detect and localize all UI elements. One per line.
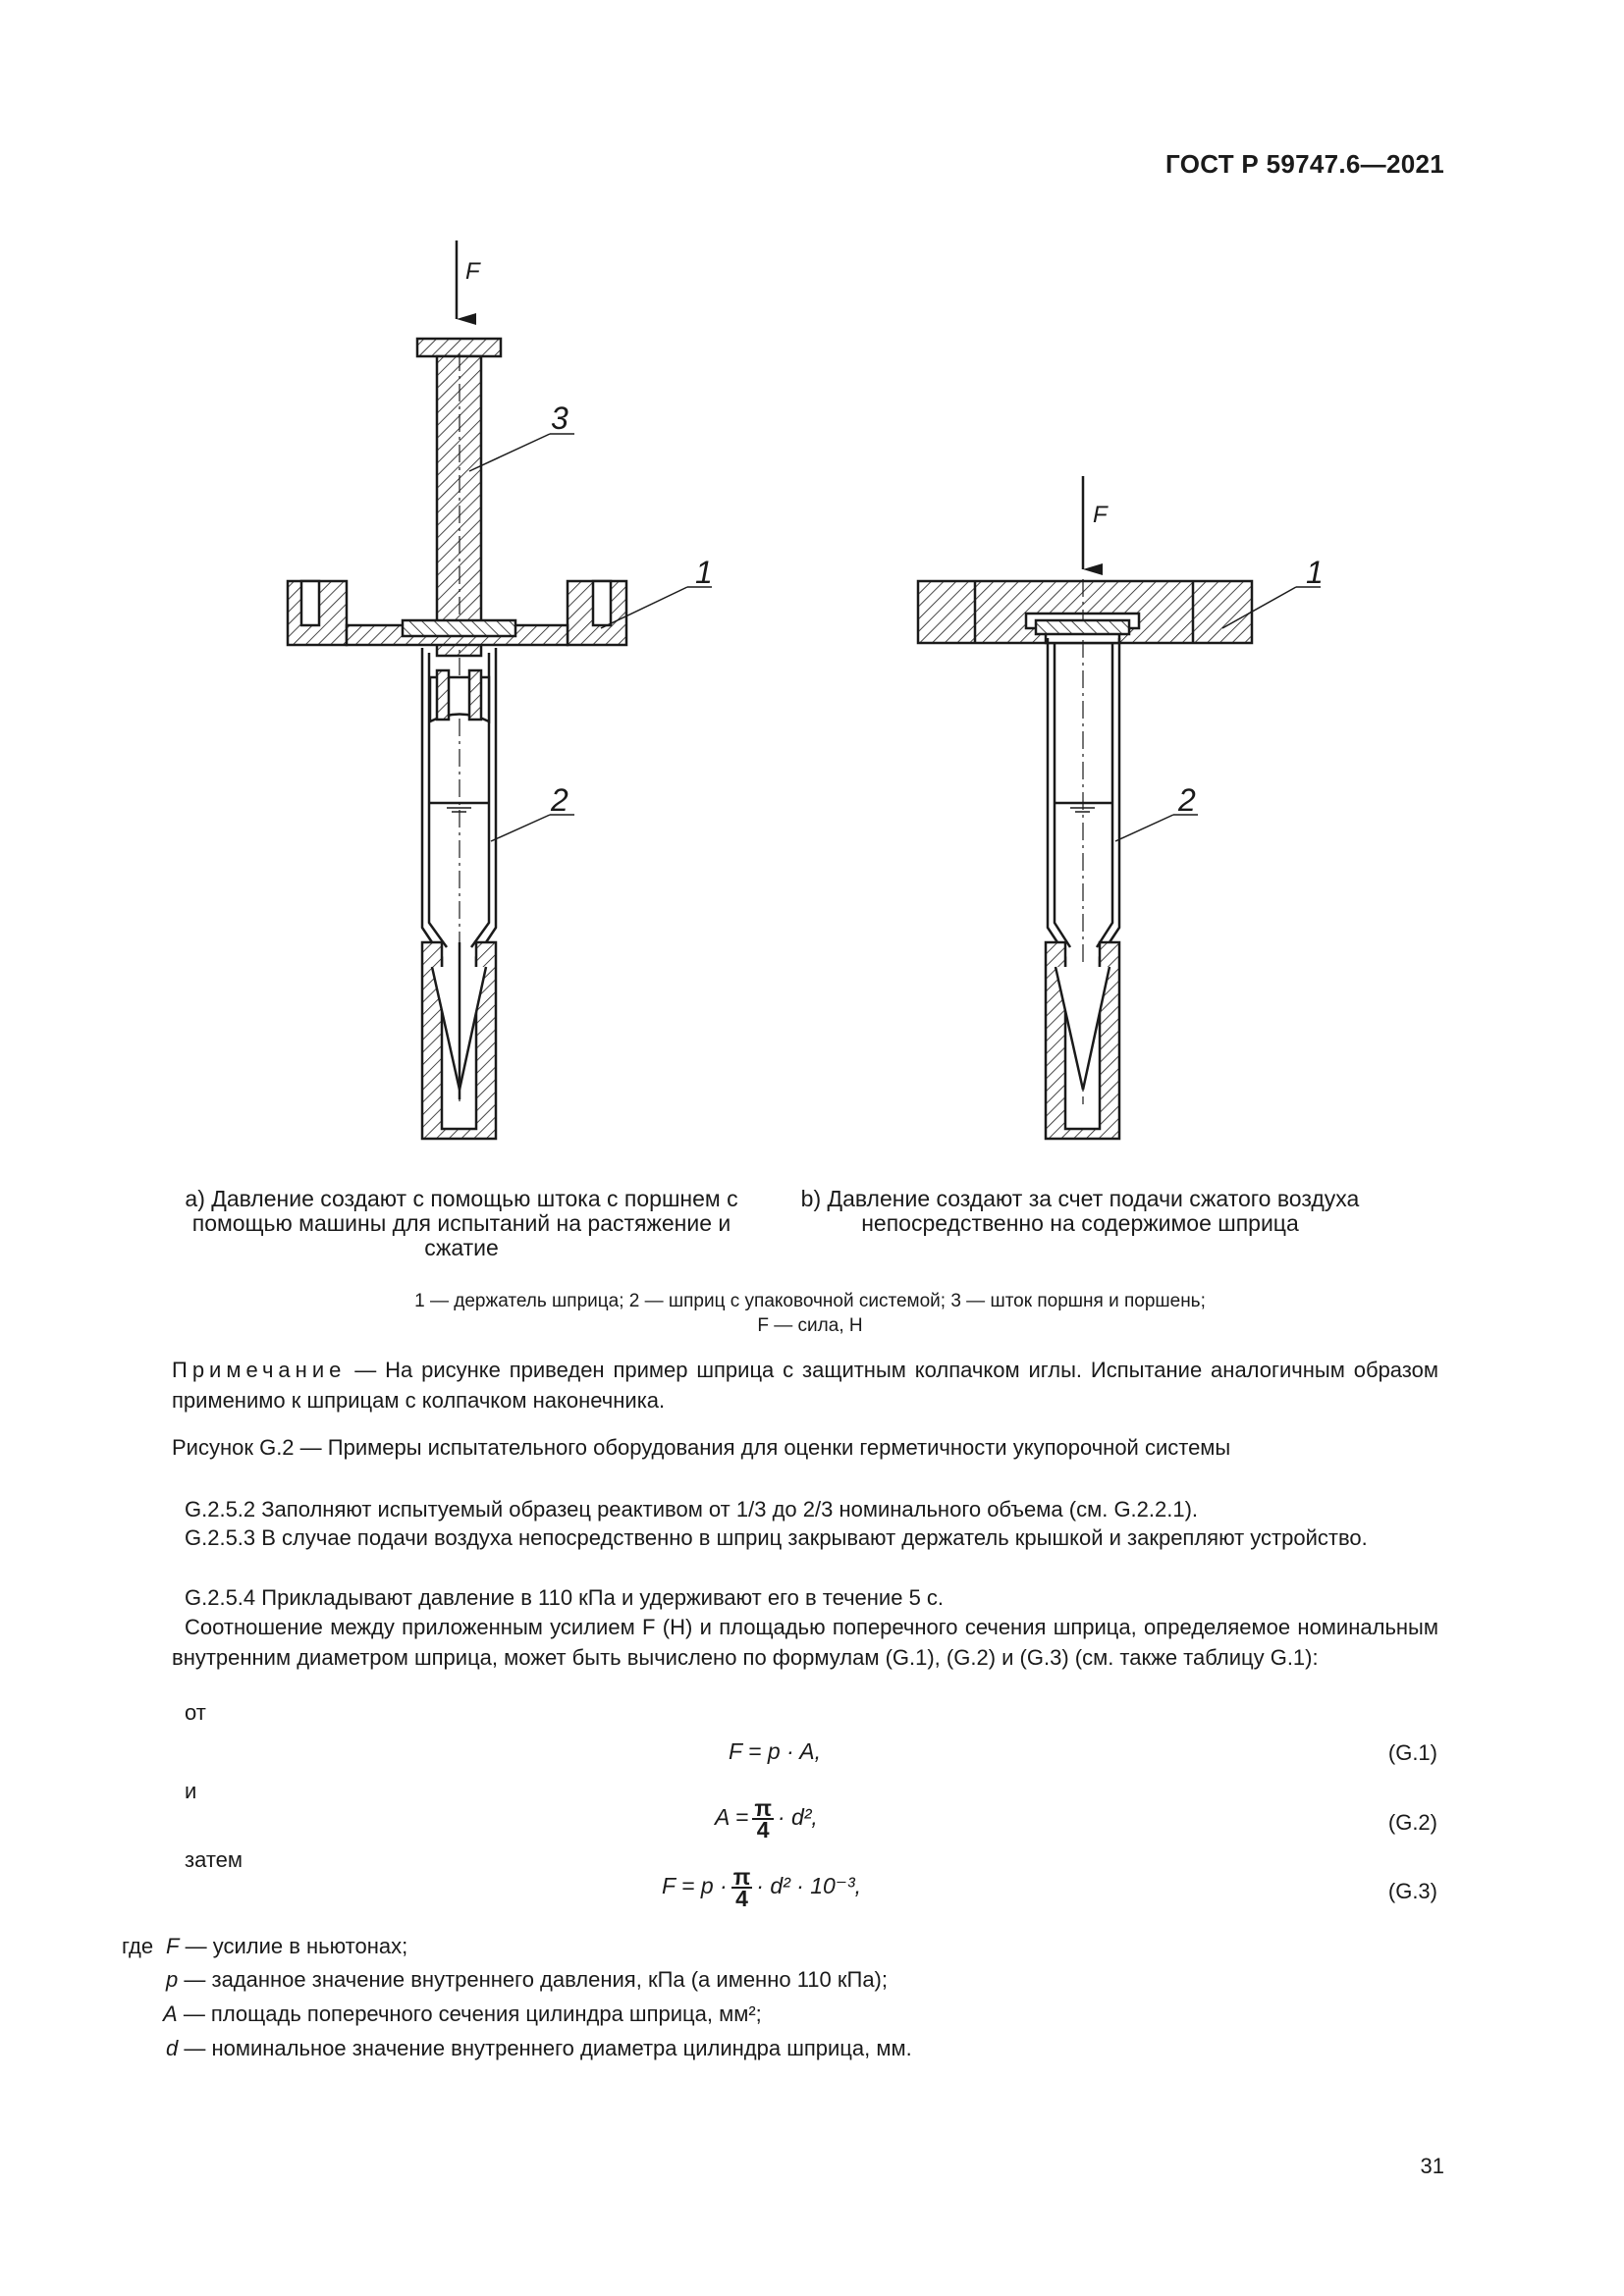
equation-g3-right: · d² · 10⁻³,: [756, 1873, 862, 1899]
force-label-a: F: [465, 258, 480, 285]
fraction-numerator-g3: π: [732, 1864, 751, 1890]
fraction-denominator-g3: 4: [735, 1886, 748, 1911]
equation-g3-number: (G.3): [1387, 1879, 1437, 1903]
where-definition: — заданное значение внутреннего давления, кПа (а именно 110 кПа);: [184, 1967, 888, 1992]
fraction-numerator: π: [754, 1795, 772, 1821]
callout-1-b: 1: [1306, 555, 1324, 590]
note-text: — На рисунке приведен пример шприца с защитным колпачком иглы. Испытание аналогичным образом применимо к шприцам с колпачком наконечника.: [172, 1358, 1438, 1413]
where-symbol: d: [166, 2036, 179, 2060]
eq-word-ot: от: [185, 1700, 206, 1725]
callout-1-a: 1: [695, 555, 713, 590]
page-number: 31: [1420, 2154, 1444, 2178]
legend-line-2: F — сила, Н: [757, 1315, 863, 1336]
where-symbol: p: [166, 1967, 179, 1992]
equation-g2: [715, 1795, 818, 1842]
figure-title: Рисунок G.2 — Примеры испытательного оборудования для оценки герметичности укупорочной системы: [172, 1435, 1231, 1460]
where-definition: — номинальное значение внутреннего диаметра цилиндра шприца, мм.: [184, 2036, 912, 2060]
note-label: Примечание: [172, 1358, 347, 1382]
paragraph-g2-5-2: G.2.5.2 Заполняют испытуемый образец реактивом от 1/3 до 2/3 номинального объема (см. G.2.2.1).: [185, 1497, 1199, 1522]
force-label-b: F: [1093, 502, 1108, 528]
fraction-pi-4: [752, 1795, 774, 1842]
drawing-a: [288, 240, 712, 1139]
where-item-A: [163, 1999, 762, 2030]
fraction-pi-4-g3: [731, 1864, 753, 1911]
where-item-p: [166, 1964, 888, 1996]
paragraph-g2-5-4: G.2.5.4 Прикладывают давление в 110 кПа и удерживают его в течение 5 с.: [185, 1585, 945, 1610]
equation-g1: F = p · A,: [729, 1738, 821, 1764]
equation-g1-number: (G.1): [1387, 1740, 1437, 1765]
where-definition: — площадь поперечного сечения цилиндра шприца, мм²;: [183, 2002, 762, 2026]
where-symbol: F: [166, 1934, 180, 1958]
caption-b: b) Давление создают за счет подачи сжатого воздуха непосредственно на содержимое шприца: [800, 1186, 1360, 1236]
document-code-header: ГОСТ Р 59747.6—2021: [1165, 149, 1444, 179]
legend-line-1: 1 — держатель шприца; 2 — шприц с упаковочной системой; 3 — шток поршня и поршень;: [414, 1291, 1206, 1311]
equation-g2-left: A =: [715, 1804, 749, 1831]
fraction-denominator: 4: [756, 1817, 770, 1842]
callout-3-a: 3: [551, 400, 568, 436]
figure-legend: [196, 1289, 1424, 1338]
paragraph-g2-5-3: G.2.5.3 В случае подачи воздуха непосредственно в шприц закрывают держатель крышкой и закрепляют устройство.: [185, 1525, 1368, 1550]
where-item-F: [166, 1931, 407, 1962]
where-definition: — усилие в ньютонах;: [185, 1934, 408, 1958]
where-symbol: A: [163, 2002, 178, 2026]
drawing-b: [918, 476, 1321, 1139]
callout-2-b: 2: [1178, 782, 1196, 818]
caption-a: а) Давление создают с помощью штока с поршнем с помощью машины для испытаний на растяжение и сжатие: [185, 1186, 738, 1260]
where-item-d: [166, 2033, 912, 2064]
eq-word-i: и: [185, 1779, 197, 1803]
callout-2-a: 2: [551, 782, 568, 818]
paragraph-relation: Соотношение между приложенным усилием F (Н) и площадью поперечного сечения шприца, определяемое номинальным внутренним диаметром шприца, может быть вычислено по формулам (G.1), (G.2) и (G.3) (см. также таблицу G.1):: [172, 1615, 1438, 1670]
equation-g2-number: (G.2): [1387, 1810, 1437, 1835]
where-intro: где: [122, 1934, 154, 1958]
eq-word-zatem: затем: [185, 1847, 244, 1872]
equation-g3: [662, 1864, 862, 1911]
equation-g2-right: · d²,: [777, 1804, 818, 1831]
figure-note: [172, 1355, 1438, 1415]
equation-g3-left: F = p ·: [662, 1873, 728, 1899]
